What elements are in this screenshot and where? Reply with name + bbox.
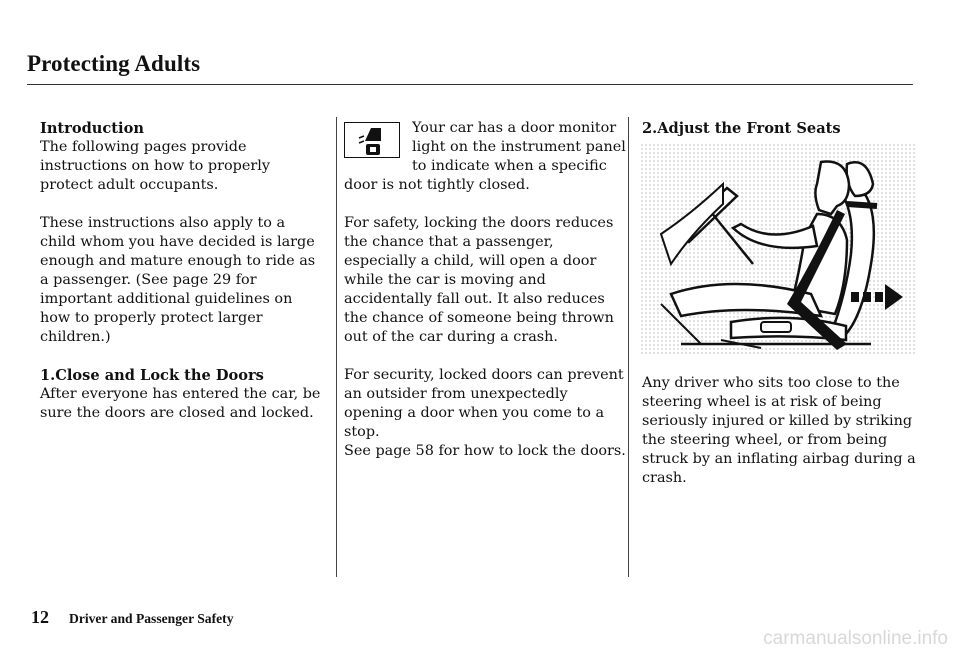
page-number: 12 xyxy=(31,607,49,627)
step1-heading: 1.Close and Lock the Doors xyxy=(40,367,264,384)
security-paragraph: For security, locked doors can prevent an outsider from unexpectedly opening a door when you come to a stop. xyxy=(344,367,624,440)
door-monitor-icon xyxy=(344,122,400,158)
column-2 xyxy=(344,119,629,480)
page-footer xyxy=(31,607,234,628)
header-rule xyxy=(27,84,913,85)
safety-paragraph: For safety, locking the doors reduces the chance that a passenger, especially a child, will open a door while the car is moving and accidentally fall out. It also reduces the chance of someone being thrown out of the car during a crash. xyxy=(344,215,614,345)
page-title: Protecting Adults xyxy=(27,51,201,76)
section-title: Driver and Passenger Safety xyxy=(69,611,234,626)
step1-paragraph: After everyone has entered the car, be sure the doors are closed and locked. xyxy=(40,386,321,421)
column-divider-1 xyxy=(336,117,337,577)
seat-warning-paragraph: Any driver who sits too close to the steering wheel is at risk of being seriously injured or killed by striking the steering wheel, or from being struck by an inflating airbag during a crash. xyxy=(642,375,916,486)
column-3 xyxy=(642,119,922,507)
door-monitor-paragraph: Your car has a door monitor light on the instrument panel to indicate when a specific door is not tightly closed. xyxy=(344,120,626,193)
step2-heading: 2.Adjust the Front Seats xyxy=(642,120,841,137)
column-1 xyxy=(40,119,325,442)
intro-heading: Introduction xyxy=(40,120,144,137)
intro-paragraph-1: The following pages provide instructions on how to properly protect adult occupants. xyxy=(40,139,270,193)
driver-seat-adjust-illustration xyxy=(641,144,915,356)
intro-paragraph-2: These instructions also apply to a child whom you have decided is large enough and mature enough to ride as a passenger. (See page 29 for important additional guidelines on how to properly protect larger children.) xyxy=(40,215,316,345)
lock-reference-paragraph: See page 58 for how to lock the doors. xyxy=(344,443,626,459)
watermark: carmanualsonline.info xyxy=(763,628,948,649)
